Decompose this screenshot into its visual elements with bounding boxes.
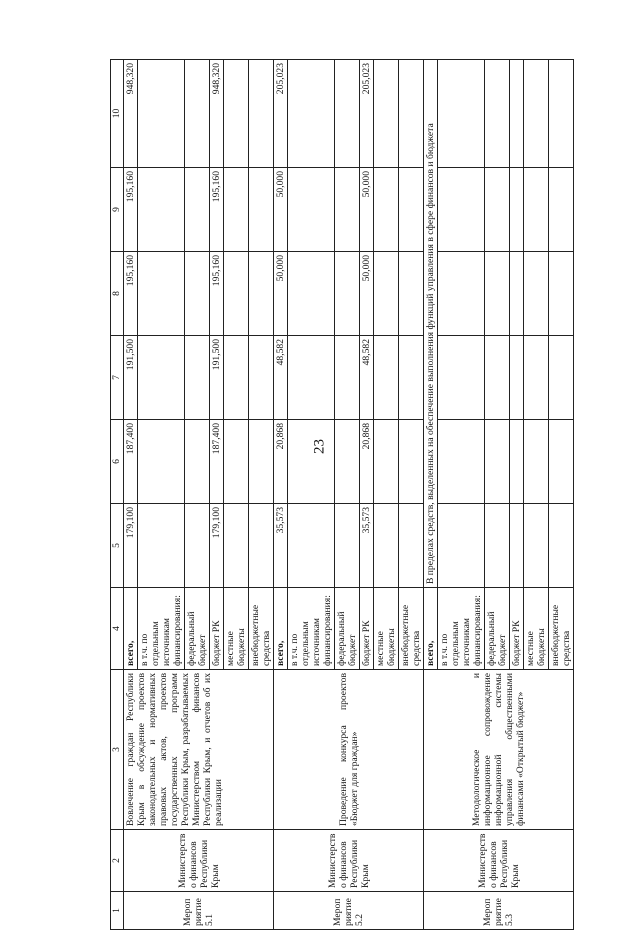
value-cell [288,504,335,588]
value-cell: 50,000 [360,252,374,336]
value-cell [335,252,360,336]
value-cell: 48,582 [274,336,288,420]
value-cell [438,420,485,504]
col-header: 6 [111,420,124,504]
value-cell [524,252,549,336]
value-cell [438,60,485,168]
value-cell: 948,320 [210,60,224,168]
value-cell [524,60,549,168]
value-cell [185,336,210,420]
value-cell [374,60,399,168]
value-cell [510,168,524,252]
value-cell: 50,000 [274,252,288,336]
value-cell [138,60,185,168]
value-cell [438,252,485,336]
value-cell [138,336,185,420]
value-cell [399,252,424,336]
source-label: в т.ч. по отдельным источникам финансирования: [138,588,185,670]
value-cell [485,168,510,252]
activity-description: Проведение конкурса проектов «Бюджет для граждан» [274,670,424,830]
value-cell [549,420,574,504]
col-header: 9 [111,168,124,252]
value-cell [438,336,485,420]
value-cell [224,420,249,504]
source-label: в т.ч. по отдельным источникам финансирования: [438,588,485,670]
value-cell: 35,573 [274,504,288,588]
value-cell: 191,500 [124,336,138,420]
table-row [124,60,138,930]
value-cell [485,504,510,588]
value-cell [399,60,424,168]
value-cell: 179,100 [210,504,224,588]
activity-description: Методологическое и информационное сопровождение информационной системы управления общественными финансами «Открытый бюджет» [424,670,574,830]
value-cell [249,168,274,252]
value-cell [524,420,549,504]
value-cell [185,252,210,336]
value-cell [510,420,524,504]
value-cell: 48,582 [360,336,374,420]
source-label: всего, [274,588,288,670]
value-cell [185,60,210,168]
value-cell [288,336,335,420]
value-cell: 187,400 [124,420,138,504]
source-label: федеральный бюджет [185,588,210,670]
value-cell [524,168,549,252]
value-cell [399,168,424,252]
value-cell [185,168,210,252]
value-cell [288,252,335,336]
col-header: 5 [111,504,124,588]
col-header: 1 [111,892,124,930]
value-cell: 195,160 [210,252,224,336]
value-cell [138,252,185,336]
value-cell: 195,160 [124,168,138,252]
col-header: 10 [111,60,124,168]
value-cell: 50,000 [274,168,288,252]
value-cell [249,420,274,504]
value-cell [249,252,274,336]
value-cell [249,60,274,168]
source-label: местные бюджеты [224,588,249,670]
activity-id: Мероприятие 5.3 [424,892,574,930]
header-row [111,60,124,930]
value-cell: 50,000 [360,168,374,252]
activity-executor: Министерство финансов Республики Крым [124,830,274,892]
activity-id: Мероприятие 5.1 [124,892,274,930]
value-cell [288,420,335,504]
source-label: местные бюджеты [524,588,549,670]
value-cell [524,504,549,588]
value-cell [224,336,249,420]
value-cell [288,168,335,252]
value-cell: 20,868 [360,420,374,504]
value-cell [524,336,549,420]
col-header: 2 [111,830,124,892]
col-header: 4 [111,588,124,670]
value-cell [510,336,524,420]
value-cell [224,60,249,168]
value-cell [185,420,210,504]
source-label: местные бюджеты [374,588,399,670]
value-cell: 187,400 [210,420,224,504]
value-cell [335,168,360,252]
value-cell: 195,160 [124,252,138,336]
value-cell: 195,160 [210,168,224,252]
value-cell: 948,320 [124,60,138,168]
value-cell [374,252,399,336]
value-cell: 35,573 [360,504,374,588]
source-label: бюджет РК [360,588,374,670]
value-cell [510,504,524,588]
col-header: 3 [111,670,124,830]
value-cell [138,504,185,588]
col-header: 7 [111,336,124,420]
value-cell [485,420,510,504]
value-cell: 179,100 [124,504,138,588]
value-cell [549,336,574,420]
table-body [124,60,574,930]
value-cell [224,168,249,252]
value-cell: 205,023 [274,60,288,168]
value-cell [374,504,399,588]
value-cell [335,504,360,588]
value-cell [374,336,399,420]
value-cell: 191,500 [210,336,224,420]
source-label: всего, [124,588,138,670]
table-row [424,60,438,930]
value-cell [485,60,510,168]
value-cell [249,504,274,588]
value-cell [335,336,360,420]
value-cell [399,420,424,504]
total-note: В пределах средств, выделенных на обеспечение выполнения функций управления в сфере финансов и бюджета [424,60,438,588]
value-cell [549,504,574,588]
value-cell [224,504,249,588]
value-cell [138,168,185,252]
value-cell [249,336,274,420]
rotated-table-wrapper [110,25,638,930]
value-cell [438,168,485,252]
source-label: внебюджетные средства [399,588,424,670]
page-number: 23 [311,439,328,454]
source-label: бюджет РК [210,588,224,670]
value-cell: 20,868 [274,420,288,504]
value-cell [374,168,399,252]
value-cell [185,504,210,588]
budget-table [110,59,574,930]
value-cell [510,60,524,168]
source-label: внебюджетные средства [549,588,574,670]
value-cell [549,252,574,336]
value-cell [399,504,424,588]
source-label: в т.ч. по отдельным источникам финансирования: [288,588,335,670]
value-cell [138,420,185,504]
value-cell [335,60,360,168]
value-cell [485,336,510,420]
value-cell [224,252,249,336]
activity-description: Вовлечение граждан Республики Крым в обсуждение проектов законодательных и нормативных правовых актов, проектов государственных программ Республики Крым, разрабатываемых Министерством финансов Республики Крым, и отчетов об их реализации [124,670,274,830]
col-header: 8 [111,252,124,336]
value-cell [374,420,399,504]
value-cell [485,252,510,336]
value-cell [288,60,335,168]
value-cell [438,504,485,588]
table-row [274,60,288,930]
value-cell [335,420,360,504]
value-cell [549,60,574,168]
source-label: внебюджетные средства [249,588,274,670]
activity-executor: Министерство финансов Республики Крым [274,830,424,892]
source-label: федеральный бюджет [335,588,360,670]
activity-executor: Министерство финансов Республики Крым [424,830,574,892]
value-cell [549,168,574,252]
source-label: федеральный бюджет [485,588,510,670]
source-label: всего, [424,588,438,670]
value-cell: 205,023 [360,60,374,168]
value-cell [510,252,524,336]
activity-id: Мероприятие 5.2 [274,892,424,930]
value-cell [399,336,424,420]
source-label: бюджет РК [510,588,524,670]
